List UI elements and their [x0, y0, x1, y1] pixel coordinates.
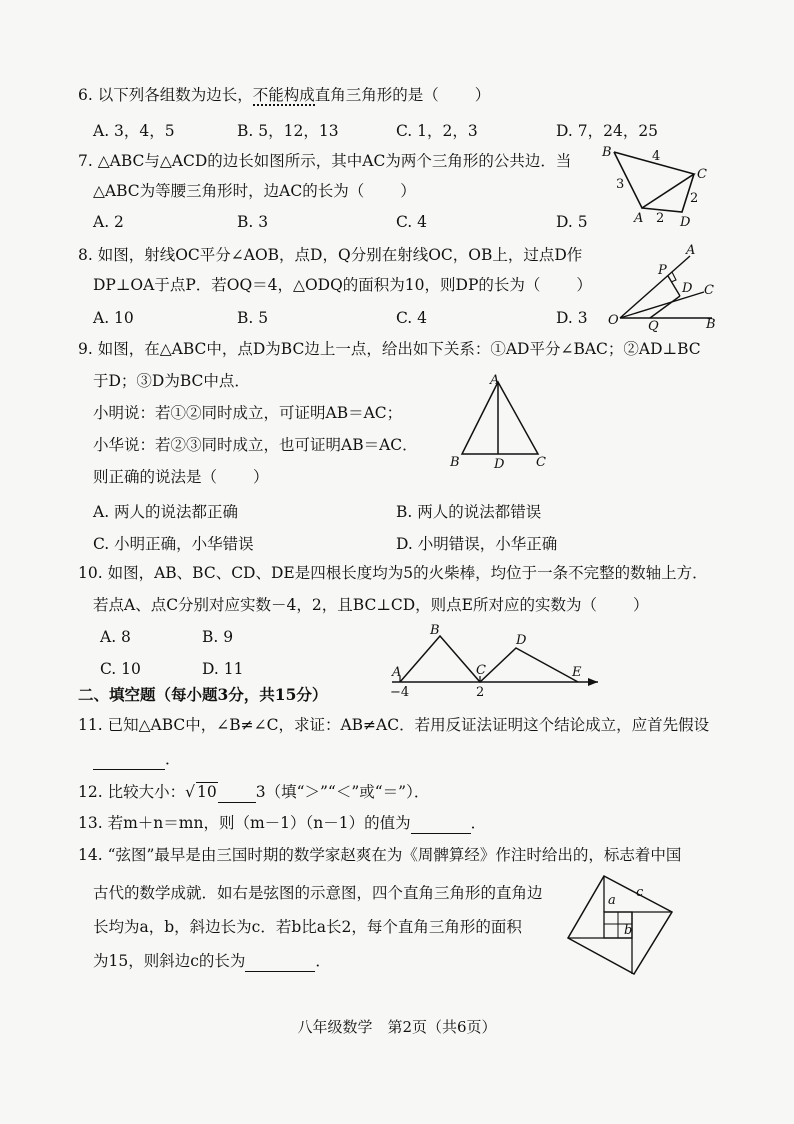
q6-option-a: A. 3，4，5 [93, 122, 175, 140]
tick-2: 2 [476, 685, 485, 700]
q7-option-d: D. 5 [556, 213, 588, 231]
q6-option-d: D. 7，24，25 [556, 122, 659, 140]
q9-figure [446, 372, 556, 472]
label-a: a [608, 893, 616, 908]
question-10-line2: 若点A、点C分别对应实数－4，2，且BC⊥CD，则点E所对应的实数为（ ） [93, 596, 649, 614]
question-14-line4: 为15，则斜边c的长为 ． [93, 952, 331, 970]
label-d: D [494, 457, 505, 472]
label-o: O [608, 313, 619, 328]
q10-figure [384, 620, 606, 700]
label-c: C [697, 167, 707, 182]
label-c: C [704, 283, 714, 298]
question-11-line1: 11. 已知△ABC中，∠B≠∠C，求证：AB≠AC．若用反证法证明这个结论成立，应首先假设 [78, 716, 710, 734]
q8-option-d: D. 3 [556, 309, 588, 327]
question-14-line1: 14. “弦图”最早是由三国时期的数学家赵爽在为《周髀算经》作注时给出的，标志着中国 [78, 846, 682, 864]
label-b: b [624, 923, 633, 938]
question-8-line2: DP⊥OA于点P．若OQ＝4，△ODQ的面积为10，则DP的长为（ ） [93, 276, 592, 294]
label-c: C [476, 663, 486, 678]
label-d: D [516, 633, 527, 648]
question-11-line2: ． [93, 750, 181, 770]
q6-option-b: B. 5，12，13 [237, 122, 339, 140]
emphasis-text: 不能构成 [252, 86, 315, 104]
q7-figure [594, 142, 714, 234]
q8-option-b: B. 5 [237, 309, 269, 327]
answer-blank [245, 952, 315, 972]
question-9-line1: 9. 如图，在△ABC中，点D为BC边上一点，给出如下关系：①AD平分∠BAC；②AD⊥BC [78, 340, 701, 358]
label-a: A [392, 665, 402, 680]
label-p: P [658, 263, 667, 278]
question-9-line5: 则正确的说法是（ ） [93, 468, 269, 486]
q7-option-b: B. 3 [237, 213, 269, 231]
q10-option-a: A. 8 [100, 628, 131, 646]
question-12: 12. 比较大小：√ 10 3（填“＞”“＜”或“＝”）． [78, 783, 430, 801]
question-8-line1: 8. 如图，射线OC平分∠AOB，点D，Q分别在射线OC，OB上，过点D作 [78, 246, 583, 264]
sqrt-sign: √ [185, 783, 195, 801]
q7-option-a: A. 2 [93, 213, 124, 231]
radicand: 10 [196, 783, 217, 801]
label-b: B [430, 623, 440, 638]
q8-option-c: C. 4 [396, 309, 428, 327]
label-4: 4 [652, 149, 661, 164]
label-a: A [490, 373, 500, 388]
label-c: C [536, 455, 546, 470]
label-e: E [572, 665, 582, 680]
label-d: D [680, 215, 691, 230]
question-9-line4: 小华说：若②③同时成立，也可证明AB＝AC． [93, 436, 418, 454]
tick-minus4: −4 [390, 685, 410, 700]
question-9-line2: 于D；③D为BC中点． [93, 372, 250, 390]
answer-blank [218, 783, 256, 803]
q10-option-c: C. 10 [100, 660, 141, 678]
q7-option-c: C. 4 [396, 213, 428, 231]
question-14-line2: 古代的数学成就．如右是弦图的示意图，四个直角三角形的直角边 [93, 884, 543, 902]
label-d: D [682, 281, 693, 296]
answer-blank [93, 750, 165, 770]
label-2b: 2 [690, 191, 699, 206]
label-2a: 2 [656, 211, 665, 226]
question-10-line1: 10. 如图，AB、BC、CD、DE是四根长度均为5的火柴棒，均位于一条不完整的数轴上方． [78, 564, 708, 582]
answer-blank [411, 814, 471, 834]
q9-option-c: C. 小明正确，小华错误 [93, 535, 254, 553]
q10-option-d: D. 11 [202, 660, 244, 678]
label-c: c [636, 885, 644, 900]
q9-option-b: B. 两人的说法都错误 [396, 503, 542, 521]
label-b: B [450, 455, 460, 470]
label-3: 3 [616, 177, 625, 192]
label-q: Q [648, 319, 659, 332]
question-9-line3: 小明说：若①②同时成立，可证明AB＝AC； [93, 404, 403, 422]
question-14-line3: 长均为a，b，斜边长为c．若b比a长2，每个直角三角形的面积 [93, 918, 522, 936]
q8-figure [600, 240, 722, 332]
label-b: B [706, 317, 716, 332]
q9-option-d: D. 小明错误，小华正确 [396, 535, 558, 553]
question-7-line2: △ABC为等腰三角形时，边AC的长为（ ） [93, 182, 416, 200]
label-a: A [634, 211, 644, 226]
q6-option-c: C. 1，2，3 [396, 122, 478, 140]
section-fill-in-title: 二、填空题（每小题3分，共15分） [78, 685, 328, 704]
label-a: A [686, 243, 696, 258]
label-b: B [602, 145, 612, 160]
q14-string-figure [564, 872, 694, 980]
question-13: 13. 若m＋n＝mn，则（m－1）（n－1）的值为 ． [78, 814, 487, 832]
q9-option-a: A. 两人的说法都正确 [93, 503, 239, 521]
page-footer: 八年级数学 第2页（共6页） [297, 1018, 497, 1036]
q10-option-b: B. 9 [202, 628, 234, 646]
question-6: 6. 以下列各组数为边长，不能构成直角三角形的是（ ） [78, 86, 491, 104]
question-7-line1: 7. △ABC与△ACD的边长如图所示，其中AC为两个三角形的公共边．当 [78, 152, 572, 170]
q8-option-a: A. 10 [93, 309, 134, 327]
